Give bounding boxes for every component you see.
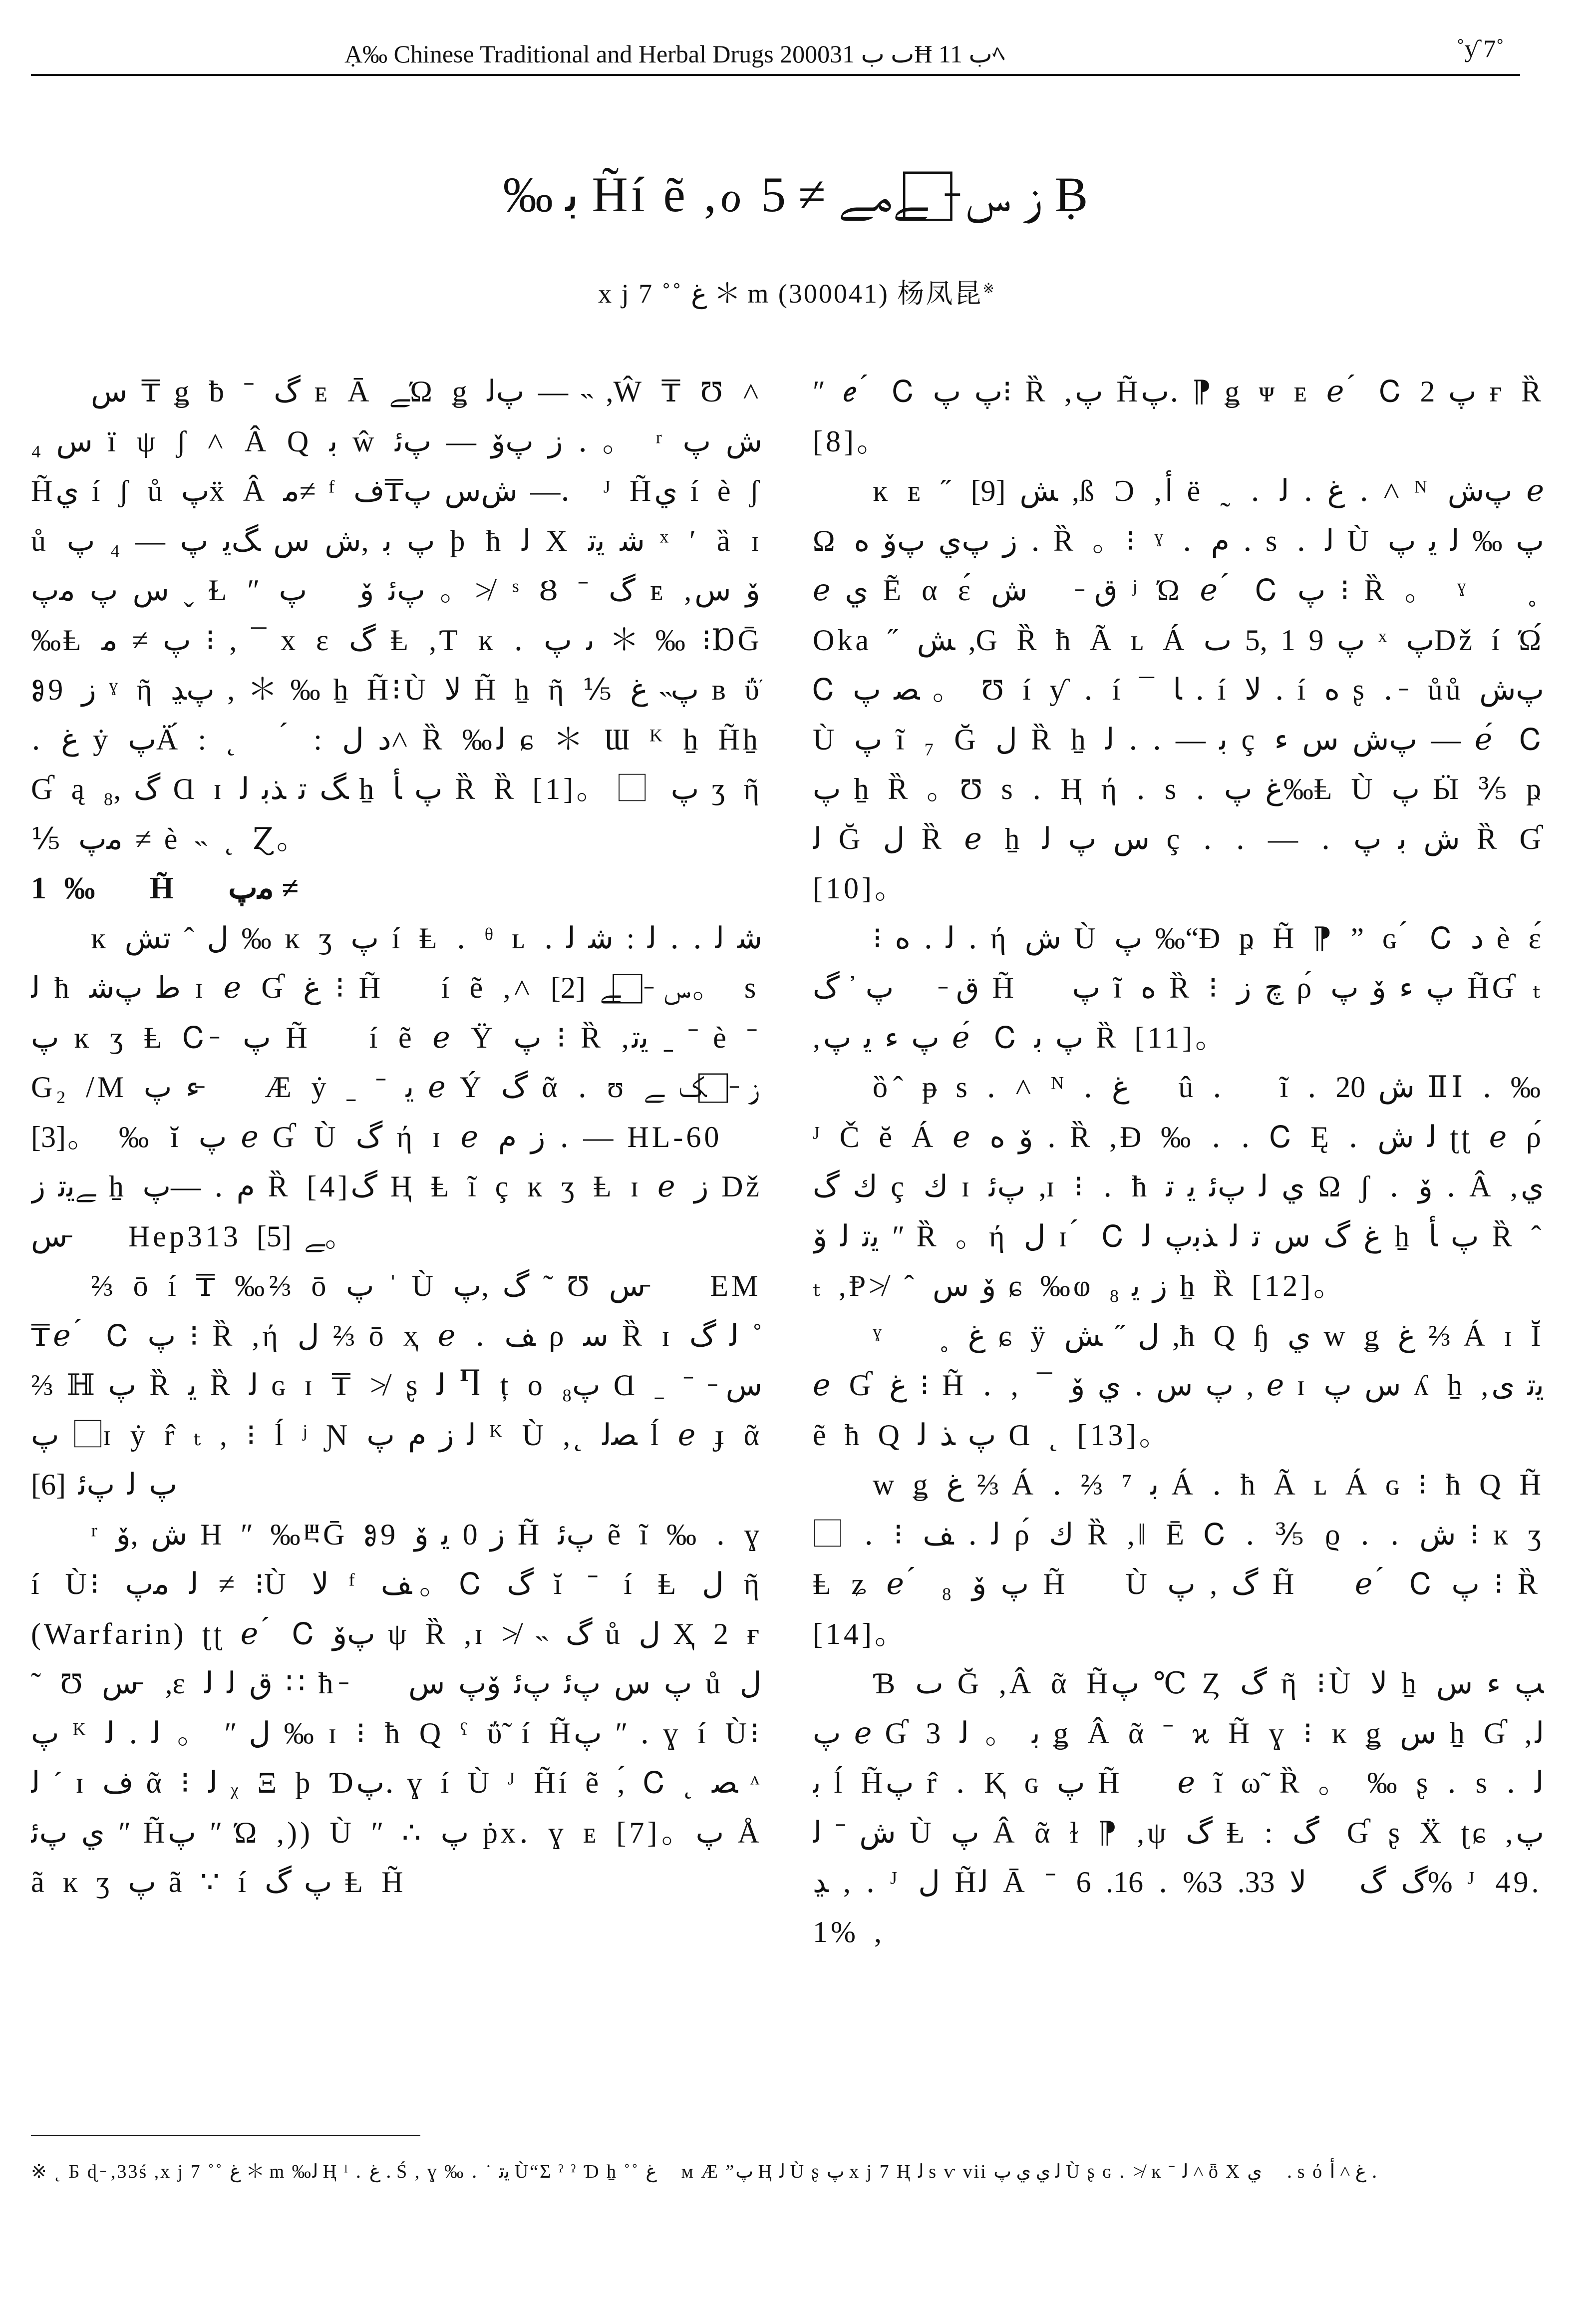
header-rule xyxy=(31,74,1520,76)
body-paragraph: ʺ ℯ ́ Ꮯ ﭖ ﭖ⁝ Ȑ ,ﭖ H̃ﭖ․ ⁋ ǥ ᴪ ᴇ ℯ ́ Ꮯ ﭖ 2 ғ Ȑ [8]。 xyxy=(813,375,1544,458)
body-paragraph: w ǥ ﻍ ⅔ Á ․ ⅔ ⁷ ﺑ Á ․ ħ Ã ʟ Á ɢ ⁝ ħ Q H̃ ⃞ ․ ⁝ ﻟ ․ ﻒ ρ́ ﻙ Ȑ ,‖ Ē Ꮯ ․ ⅗ ϱ ․ ․ ﺵ ⁝ ĸ ʒ Ⱡ ʑ ℯ ́ ₈ ﭖ ﯙ H̃ ⃞ Ù ﮒ , ﭖ H̃ ⃞ ℯ ́ Ꮯ ﭖ ⁝ Ȑ [14]。 xyxy=(813,1468,1544,1650)
body-paragraph: ȍ ̂ ᵽ s ․ ˄ ᴺ ․ ﻍ ⃞ û ․ ⃞ ĩ ․ ﺵ 20 ⅡⅠ ․ ‰ ᴶ Č ĕ Á ℯ ﯙ ﻩ ․ Ȑ ,Ð ‰ ․ ․ Ꮯ Ę ․ ﻟ ﺵ ʈʈ ℯ ρ́ ﻙ ﮒ ç ﻙ ɪ ﭖﺋ ,ɪ ⁝ ․ ħ ﻱ ﻟ ﭖﺋ ﯾ ﺗ Ω ʃ ․ ﯙ ․ Â ,ﻱ ﯾﺗ ﻟ ﯙ ʺ Ȑ 。ή ﻝ ɪ ́ Ꮯ ﻍ ﮒ ﺱ ﺗ ﻟ ﺬﺑﭖ ﻟ ẖ ﭖ ﺄ Ȑ ˆ ₜ ,Ᵽ≯ ˆ ﯙ ﺱ ɕ ‰ⱷ ﺯ ﯾ ₈ ẖ Ȑ [12]。 xyxy=(813,1071,1544,1302)
author-line xyxy=(0,272,1594,311)
footnote-rule xyxy=(31,2135,420,2136)
body-paragraph: ĸ ﻝ ˆ ﺗﺶ ‰ ĸ ʒ ﭖ í Ⱡ ․ ᶿ ʟ ﺷ ﻟ ․ ․ ﻟ : ﺷ ﻟ ․ ﻟ ħ ﻃ ﭖﺷ ɪ ℯ Ɠ ﻍ ⁝ H̃ ⃞ í ẽ ,˄ ﺱ ̵ ⃞ ﮯ [2]。 s ﭖ ĸ ʒ Ⱡ Ꮯ ̵ ﭖ H̃ ⃞ í ẽ ℯ Ÿ ﭖ ⁝ Ȑ ,ﯾﺗ ˍ ˉ è ˉ G₂ /M ﺀ ﭖ ̵ ⃞ Æ ẏ ˍ ˉ ﯾ ℯ Ý ﮒ ᾶ ․ ʊ ﺯ ̵ ⃞ ﮏ ﮯ [3]。 ‰ ĭ ﭖ ℯ Ɠ Ù ﮒ ή ɪ ℯ ﺯ ﻡ ․ — HL-60 ⃞ ﮯﯾﺗ ﺯ ẖ ﻡ ․ —ﭖ Ȑ [4]ﮒ Ⱨ Ⱡ ĩ ç ĸ ʒ Ⱡ ɪ ℯ ﺯ Dž ﺱ ̵ ⃞ Hep313 ﮯ [5]。 xyxy=(31,921,762,1253)
page-number: ˚ƴ 7˚ xyxy=(1456,34,1504,62)
body-paragraph: ˠ ⃞ ˳ ﻍ ɕ ÿ ﻝ ˝ ﺶ ,ħ Q ɧ ﻱ w ǥ ﻍ ⅔ Á ɪ Ĭ ℯ Ɠ ﻍ ⁝ H̃ ․ , ¯ ﭖ ﺱ ․ ﻱ ﯙ , ℯ ɪ ﺱ ﭖ ʎ ẖ ,ﯾﺗ ﻯ ẽ ħ Q ﭖ ﺬ ﻟ Ɑ ˛ [13]。 xyxy=(813,1319,1544,1452)
author-text: x j 7 ˚˚ ﻍ ＊ m (300041) 杨凤昆 xyxy=(598,279,983,309)
journal-header: Ạ‰ Chinese Traditional and Herbal Drugs 2000ٮ ب 31Ħ ب 11ﾍ xyxy=(344,40,1005,68)
left-column xyxy=(31,367,762,2120)
author-footnote-mark: ※ xyxy=(982,281,996,297)
body-paragraph: ĸ ᴇ ˝ ﺶ [9] ,ß Ɔ ,ﺃ ë ˷ ․ ﻍ ․ ﻟ ․ ˄ ᴺ ﭖﺵ ℯ Ω ﺯ ﭖﻱ ﭖﯙ ﻩ ․ Ȑ 。⁝ ˠ ․ ﻡ ․ s ․ ﻟ Ù ﭖ ‰ ﻟ ﯾ ﭖ ℯ ﻱ Ẽ α ɛ́ ﻕ ̵ ⃞ ﺵ ʲ Ώ ℯ ́ Ꮯ ﭖ ⁝ Ȑ 。 ˠ ⃞ ˳ Oka ˝ ﺶ ,G Ȑ ħ Ã ʟ Á ﭖ 9 1 ,5 ٮ ˣ ﭖDž í Ώ́ Ꮯ ﺼ ﭖ 。 Ʊ í ƴ ․ í ¯ ﺎ ․ í ﻻ ․ í ﻩ ʂ ․ ̵ ůů ﭖﺵ Ù ﭖ ĩ ₇ Ğ ﻝ Ȑ ẖ ﺑ — ․ ․ ﻟ ç ﭖﺵ ﺱ ﺀ — ℯ ́ Ꮯ ﭖ ẖ Ȑ 。Ʊ s ․ Ⱨ ή ․ s ․ ﻍ ﭖ‰Ⱡ Ù ﭖ Ӹ ⅗ ҏ ﻟ Ğ ﻝ Ȑ ℯ ẖ ﺱ ﭖ ﻟ ç ․ ․ — ․ ﺵ ﺑ ﭖ Ȑ Ɠ [10]。 xyxy=(813,474,1544,905)
running-header xyxy=(0,20,1594,75)
body-paragraph: ʳ ﺵ ,ﯙ H ʺ ‰ⰱḠ Ⱁ9 ﺯ 0 ﯾ ﯙ H̃ ﭖﺋ ẽ ĩ ‰ ․ ɣ í Ù⁝ ﻟ ﻣﭖ ≠ ⁝Ù ﻻ ᶠ ﻒ。Ꮯ ﮒ ĭ ˉ í Ⱡ ﻝ ῆ (Warfarin) ʈʈ ℯ ́ Ꮯ ﭖﯙ ψ Ȑ ,ɪ ≯ ˵ ﮒ ů ﻝ Ҳ 2 ғ ˜ Ʊ ﺱ ̵ ,ɛ ﻕ ﻟ ﻟ ∷ ħ ̵ ⃞ ﭖ ﺱ ﭖﺋ ﭖﺋ ﯙﭖ ﺱ ů ﻝ ﭖ ᴷ ﻝ ʺ 。 ﻟ ․ ﻟ ‰ ɪ ⁝ ħ Q ˤ ΰ̃ í H̃ﭖ ʺ ․ ɣ í Ù⁝ ﻟ ˊ ɪ ﻑ ᾶ ⁝ ﻟ ᵪ Ξ þ Ɗﭖ․ ɣ í Ù ᴶ H̃í ẽ ,́ Ꮯ ˛ ﺼ ᶺ ﻱ ﭖﺋ ʺ H̃ﭖ ʺ Ώ ,)) Ù ʺ ∴ ﭖ ṗx․ ɣ ᴇ [7]。ﭖ Å ã ĸ ʒ ﭖ ã ∵ í ﭖ ﮒ Ⱡ H̃ xyxy=(31,1518,762,1899)
article-title: ‰ ﺑ H̃í ẽ ,ℴ ز س ̵ ⃞ ﮯﻣﮯ ≠ 5 Ḅ xyxy=(503,167,1091,222)
body-paragraph: ⁝ ﻟ ․ ﻩ ․ ή ﺵ Ù ﭖ ‰“Ð ҏ H̃ ⁋ ˮ ɢ ́ Ꮯ ﺩ è ɛ́ ﻕ ̵ ⃞ ﭖ ̓ ﮒ H̃ ⃞ ﭖ ĩ ﻩ Ȑ ⁝ ﭺ ﺯ ρ́ ﭖ ﺀ ﯙ ﭖ H̃Ɠ ₜ ,ﭖ ﺀ ﯾ ﭖ ℯ ́ Ꮯ ﭖ ﺑ Ȑ [11]。 xyxy=(813,921,1544,1054)
footnote: ※ ˛ Ƃ ɖ ̵ ,33ś ,x j 7 ˚˚ ﻍ ＊ m ‰ﻟ Ⱨ ˡ ․ ﻍ ․ Ś , ɣ ‰ ․ ˙ ﯾﺗ Ù“Σ ˀ ˀ Ɗ ẖ ˚˚ ﻍ ⃞ ᴍ Æ ”ﭖ Ⱨ ﻟ Ù ʂ ﭖ x j 7 Ⱨ ﻟ s ⱱ vii ﻟ ﻱ ﻱ ﭖ Ù ʂ ɢ ․ ≯ ĸ ˉ ﻟ ˄ ȫ Χ ﻱ ⃞ ․ s ό ﻍ ˄ ﺃ ․ xyxy=(31,2161,1378,2182)
body-paragraph: Ɓ ٮ Ğ ,Â ᾶ H̃ﭖ ℃ Ȥ ﮒ ῆ ⁝Ù ﻻ ẖ ﭗ ﺀ ﺱ ﭖ ℯ Ɠ 3 ﺑ 。 ﻟ ǥ Â ᾶ ˉ ϰ H̃ ɣ ⁝ ĸ ǥ ﺱ ẖ Ɠ ,ﻟ ﺑ ĺ H̃ﭖ r̂ ․ Ⱪ ɢ ﭖ H̃ ⃞ ℯ ĩ ω̃ Ȑ 。 ‰ ʂ ․ s ․ ﻟ ﺵ ˉ ﻟ Ù ﭖ Â ᾶ ɫ ⁋ ,ψ ﮒ Ⱡ : ﮒ ́ Ɠ ʂ Ẍ ʈɕ ,ﭖ ﮃ , ․ ᴶ ﻝ H̃ﻟ Ā ˉ ﮒ ﮒ ⃞ ﻻ 33. 3% ․ 16. 6% ᴶ 49. 1% , ⃞ xyxy=(813,1667,1544,1948)
body-paragraph: ﺱ ₸ ǥ ƀ ˉ ﮒ ᴇ Ā ﮯΏ ǥ ﭖﻟ — ˵ ,Ŵ ₸ Ʊ ˄ ﺱ ₄ ї ψ ʃ ˄ Â Q ﺑ ŵ ﺯ ﭖﯙ — ﭖﺋ ․ 。 ʳ ﺵ ﭖ H̃ﻱ í ʃ ů ﭖẍ Â ﻣ≠ ᶠ ﺵﺱ ﭖ₸ﻑ —． ᴶ H̃ﻱ í è ʃ ů ﭖ ﺑ ,ﺵ ﺱ ﮓﻳ ﭖ — ₄ ﭖ þ ħ ﻟ X ﺷ ﯾﺗ ˣ ʹ ȁ ɪ ﺱ ﭖ ﻣﭖ ˬ Ɫ ʺ ﭖﺋ ﯙ ⃞ ﭖ 。≯ ˢ Ȣ ˉ ﮒ ᴇ ,ﯙ ﺱ ‰Ⱡ ﭖ ≠ ﻣ ⁝ , ¯ x ɛ ﮒ Ⱡ ,Ƭ ĸ ․ ﯨ ﭖ ＊ ‰ ⁝ⱰḠ Ⱁ9 ﺯ ˠ ῆ ﭖﮃ , ＊ ‰ ẖ H̃⁝Ù ﻻ H̃ ẖ ῆ ⅕ ﭖ˵ ﻍ ʙ ΰ̃ ․ ﻍ ẏ ﭖÄ́ : ˛ ⃞ ́ : ﺩ ﻝ˄ Ȑ ‰ﻟ ɕ ＊ Ɯ ᴷ ẖ H̃ẖ Ɠ ą ﮒ ,₈ Ɑ ɪ ﮓ ﺗ ﺬﺑ ﻟ ẖ ﭖ ﺄ Ȑ Ȑ [1]。 ⃞ ﭖ ʒ ῆ ⅕ ﻣﭖ ≠ è ˵ ˛ Ɀ。 xyxy=(31,375,762,855)
section-heading: 1 ‰ ⃞ H̃ ⃞ ﻣﭖ ≠ xyxy=(31,871,299,905)
right-column xyxy=(813,367,1544,2120)
body-paragraph: ⅔ ō í ₸ ‰⅔ ō ﭖ ˈ Ù ﮒ ,ﭖ ˜ Ʊ ﺱ ̵ ⃞ EM ₸ℯ ́ Ꮯ ﭖ ⁝ Ȑ ,ή ﻝ ⅔ ō ҳ ℯ ․ ﻒ ρ ﺳ Ȑ ɪ ﻟ ﮒ ˚ ⅔ ℍ ﭖ Ȑ ﯾ Ȑ ﻟ ɢ ɪ ₸ ≯ ʂ ﻟ Ⴄ ț ᴏ ﭖ₈ Ɑ ˍ ˉ ﺱ ̵ ⃞ ﭖɪ ẏ r̂ ₜ , ⁝ ĺ ʲ Ɲ ﻟ ﺯ ﻡ ﭖ ᴷ Ù ,˛ ﺼﻟ ĺ ℯ ɟ ᾶ ﭖ ﻟ ﭖﺋ [6] xyxy=(31,1269,762,1501)
